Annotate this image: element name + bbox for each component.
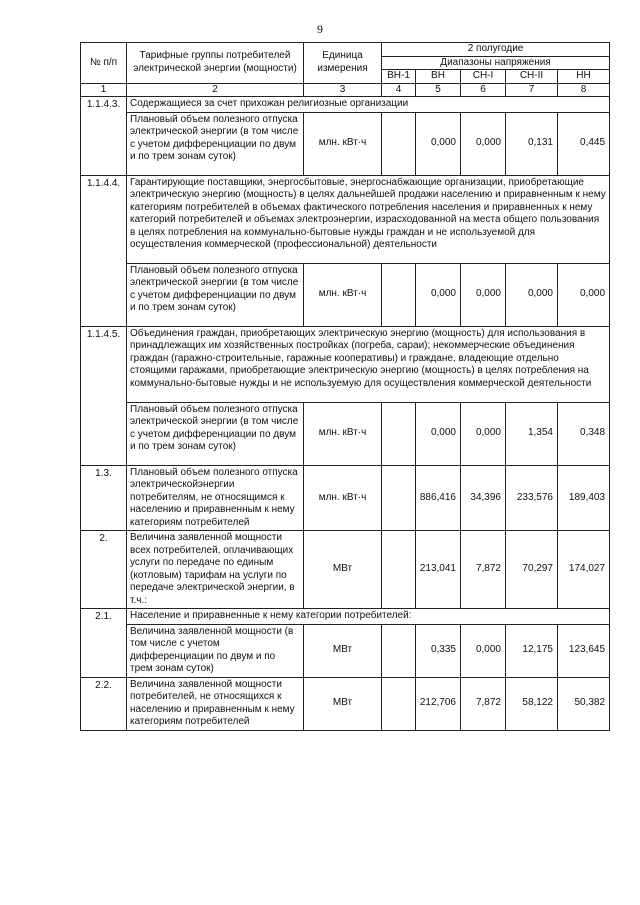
row-label: Плановый объем полезного отпуска электрической энергии (в том числе с учетом дифференциации по двум и по трем зонам суток) [127, 112, 304, 175]
value-cell: 0,000 [416, 402, 461, 465]
value-cell: 0,348 [558, 402, 610, 465]
value-cell [382, 624, 416, 677]
row-number: 1.1.4.3. [81, 97, 127, 176]
header-ranges: Диапазоны напряжения [382, 56, 610, 70]
page-number: 9 [317, 22, 323, 36]
value-cell: 1,354 [506, 402, 558, 465]
row-label: Величина заявленной мощности (в том числе с учетом дифференциации по двум и по трем зонам суток) [127, 624, 304, 677]
value-cell: 213,041 [416, 531, 461, 609]
row-number: 2.1. [81, 609, 127, 678]
range-nn: НН [558, 70, 610, 84]
unit-cell: МВт [304, 531, 382, 609]
range-sn2: СН-II [506, 70, 558, 84]
value-cell: 189,403 [558, 465, 610, 531]
value-cell: 0,000 [461, 112, 506, 175]
value-cell: 0,000 [558, 263, 610, 326]
index-cell: 3 [304, 83, 382, 97]
row-label: Плановый объем полезного отпуска электрической энергии (в том числе с учетом дифференциации по двум и по трем зонам суток) [127, 263, 304, 326]
value-cell: 34,396 [461, 465, 506, 531]
row-label: Плановый объем полезного отпуска электрической энергии (в том числе с учетом дифференциации по двум и по трем зонам суток) [127, 402, 304, 465]
value-cell: 12,175 [506, 624, 558, 677]
index-cell: 2 [127, 83, 304, 97]
unit-cell: МВт [304, 624, 382, 677]
value-cell: 0,000 [461, 402, 506, 465]
value-cell: 174,027 [558, 531, 610, 609]
index-cell: 7 [506, 83, 558, 97]
header-group: Тарифные группы потребителей электрической энергии (мощности) [127, 43, 304, 84]
value-cell [382, 263, 416, 326]
row-number: 2.2. [81, 677, 127, 730]
value-cell: 50,382 [558, 677, 610, 730]
value-cell: 212,706 [416, 677, 461, 730]
value-cell [382, 677, 416, 730]
header-period: 2 полугодие [382, 43, 610, 57]
range-vn: ВН [416, 70, 461, 84]
value-cell: 7,872 [461, 531, 506, 609]
value-cell: 0,131 [506, 112, 558, 175]
unit-cell: млн. кВт·ч [304, 465, 382, 531]
unit-cell: МВт [304, 677, 382, 730]
row-label: Величина заявленной мощности потребителей, не относящихся к населению и приравненным к нему категориям потребителей [127, 677, 304, 730]
index-cell: 5 [416, 83, 461, 97]
header-num: № п/п [81, 43, 127, 84]
value-cell: 7,872 [461, 677, 506, 730]
value-cell: 0,445 [558, 112, 610, 175]
value-cell [382, 465, 416, 531]
value-cell [382, 112, 416, 175]
value-cell: 123,645 [558, 624, 610, 677]
row-number: 1.3. [81, 465, 127, 531]
unit-cell: млн. кВт·ч [304, 402, 382, 465]
index-cell: 1 [81, 83, 127, 97]
value-cell: 0,000 [461, 624, 506, 677]
row-number: 1.1.4.4. [81, 175, 127, 326]
index-cell: 8 [558, 83, 610, 97]
value-cell [382, 402, 416, 465]
value-cell: 886,416 [416, 465, 461, 531]
unit-cell: млн. кВт·ч [304, 263, 382, 326]
section-title: Гарантирующие поставщики, энергосбытовые, энергоснабжающие организации, приобретающие электрическую энергию (мощность) в целях дальнейшей продажи населению и приравненным к нему категориям потребителей в объемах фактического потребления населения и приравненных к нему категорий потребителей и объемах электроэнергии, израсходованной на места общего пользования в целях потребления на коммунально-бытовые нужды граждан и не используемой для осуществления коммерческой (профессиональной) деятельности [127, 175, 610, 263]
row-number: 1.1.4.5. [81, 326, 127, 465]
section-title: Содержащиеся за счет прихожан религиозные организации [127, 97, 610, 113]
section-title: Население и приравненные к нему категории потребителей: [127, 609, 610, 625]
value-cell: 0,000 [416, 112, 461, 175]
unit-cell: млн. кВт·ч [304, 112, 382, 175]
row-number: 2. [81, 531, 127, 609]
section-title: Объединения граждан, приобретающих электрическую энергию (мощность) для использования в принадлежащих им хозяйственных постройках (погреба, сараи); некоммерческие объединения граждан (гаражно-строительные, гаражные кооперативы) и граждане, владеющие отдельно стоящими гаражами, приобретающие электрическую энергию (мощность) в целях потребления на коммунально-бытовые нужды и не используемую для осуществления коммерческой деятельности [127, 326, 610, 402]
index-cell: 4 [382, 83, 416, 97]
range-vn1: ВН-1 [382, 70, 416, 84]
value-cell: 0,000 [416, 263, 461, 326]
tariff-table [80, 42, 610, 731]
value-cell: 70,297 [506, 531, 558, 609]
value-cell [382, 531, 416, 609]
value-cell: 0,000 [506, 263, 558, 326]
value-cell: 0,335 [416, 624, 461, 677]
header-unit: Единица измерения [304, 43, 382, 84]
value-cell: 233,576 [506, 465, 558, 531]
index-cell: 6 [461, 83, 506, 97]
row-label: Плановый объем полезного отпуска электрическойэнергии потребителям, не относящимся к населению и приравненным к нему категориям потребителей [127, 465, 304, 531]
row-label: Величина заявленной мощности всех потребителей, оплачивающих услуги по передаче по единым (котловым) тарифам на услуги по передаче электрической энергии, в т.ч.: [127, 531, 304, 609]
value-cell: 0,000 [461, 263, 506, 326]
range-sn1: СН-I [461, 70, 506, 84]
value-cell: 58,122 [506, 677, 558, 730]
